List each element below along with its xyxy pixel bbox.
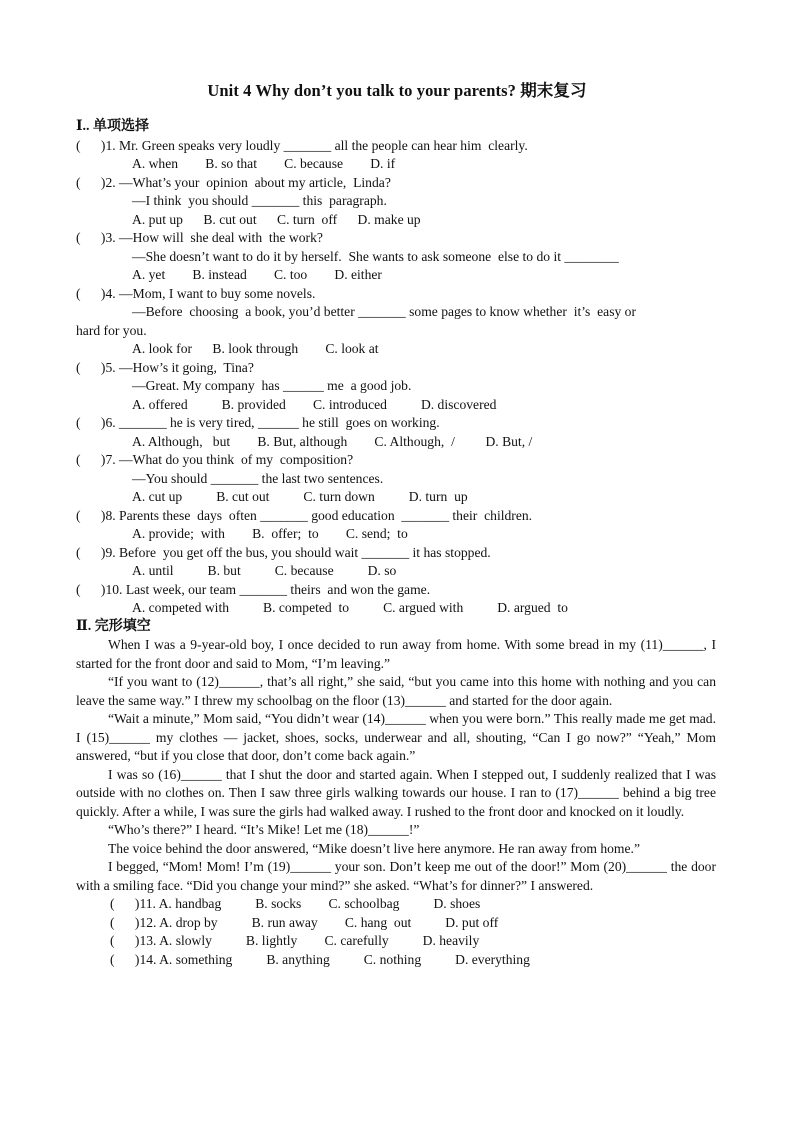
question-stem: ( )2. —What’s your opinion about my article, Linda? [76, 174, 391, 190]
multiple-choice-list [76, 137, 716, 618]
passage-paragraph: “Wait a minute,” Mom said, “You didn’t wear (14)______ when you were born.” This really made me get mad. I (15)______ my clothes — jacket, shoes, socks, underwear and all, shouting, “Can I go now?” “Yeah,” Mom answered, “but if you close that door, don’t come back again.” [76, 711, 716, 763]
question-stem: ( )6. _______ he is very tired, ______ he still goes on working. [76, 415, 440, 430]
passage-paragraph: When I was a 9-year-old boy, I once decided to run away from home. With some bread in my (11)______, I started for the front door and said to Mom, “I’m leaving.” [76, 637, 716, 671]
page-title: Unit 4 Why don’t you talk to your parents? 期末复习 [207, 81, 587, 100]
question-options: A. look for B. look through C. look at [132, 341, 379, 356]
cloze-option-row: ( )14. A. something B. anything C. nothing D. everything [110, 951, 530, 967]
cloze-option-row: ( )12. A. drop by B. run away C. hang out D. put off [110, 914, 499, 930]
question-options: A. offered B. provided C. introduced D. discovered [132, 396, 497, 412]
question-line: —She doesn’t want to do it by herself. She wants to ask someone else to do it ________ [132, 248, 619, 264]
document-body [76, 118, 716, 969]
question-item [76, 137, 716, 174]
question-stem: ( )10. Last week, our team _______ theirs and won the game. [76, 581, 431, 597]
question-item [76, 581, 716, 618]
question-item [76, 544, 716, 581]
question-options: A. cut up B. cut out C. turn down D. turn up [132, 489, 468, 504]
question-stem: ( )4. —Mom, I want to buy some novels. [76, 285, 316, 301]
section-heading-cloze: Ⅱ. 完形填空 [76, 618, 151, 634]
cloze-passage [76, 636, 716, 895]
question-stem: ( )7. —What do you think of my composition? [76, 452, 354, 467]
question-item [76, 414, 716, 451]
question-stem: ( )5. —How’s it going, Tina? [76, 359, 254, 375]
question-item [76, 507, 716, 544]
section-heading-multiple-choice: Ⅰ.. 单项选择 [76, 119, 150, 134]
passage-paragraph: “If you want to (12)______, that’s all right,” she said, “but you came into this home with nothing and you can leave the same way.” I threw my schoolbag on the floor (13)______ and started for the door again. [76, 674, 716, 708]
passage-paragraph: “Who’s there?” I heard. “It’s Mike! Let me (18)______!” [108, 822, 420, 837]
question-line: —Great. My company has ______ me a good job. [132, 378, 412, 393]
question-options: A. Although, but B. But, although C. Although, / D. But, / [132, 433, 533, 449]
passage-paragraph: I begged, “Mom! Mom! I’m (19)______ your son. Don’t keep me out of the door!” Mom (20)______ the door with a smiling face. “Did you change your mind?” she asked. “What’s for dinner?” I answered. [76, 859, 716, 893]
question-options: A. yet B. instead C. too D. either [132, 267, 382, 282]
question-item [76, 229, 716, 285]
question-item [76, 451, 716, 507]
question-line: —I think you should _______ this paragraph. [132, 193, 387, 208]
question-item [76, 285, 716, 359]
question-stem: ( )8. Parents these days often _______ good education _______ their children. [76, 507, 533, 523]
question-line: —You should _______ the last two sentences. [132, 470, 384, 486]
question-line: —Before choosing a book, you’d better _______ some pages to know whether it’s easy or [132, 304, 636, 319]
question-stem: ( )1. Mr. Green speaks very loudly _______ all the people can hear him clearly. [76, 137, 528, 153]
question-options: A. provide; with B. offer; to C. send; to [132, 526, 408, 541]
question-stem: ( )9. Before you get off the bus, you should wait _______ it has stopped. [76, 544, 491, 560]
cloze-option-row: ( )13. A. slowly B. lightly C. carefully D. heavily [110, 933, 480, 948]
question-options: A. put up B. cut out C. turn off D. make up [132, 211, 421, 227]
question-item [76, 174, 716, 230]
question-line: hard for you. [76, 322, 147, 338]
question-item [76, 359, 716, 415]
question-options: A. when B. so that C. because D. if [132, 156, 396, 171]
question-stem: ( )3. —How will she deal with the work? [76, 230, 323, 245]
passage-paragraph: I was so (16)______ that I shut the door and started again. When I stepped out, I suddenly realized that I was outside with no clothes on. Then I saw three girls walking towards our house. I ran to (17)______ behind a big tree quickly. After a while, I was sure the girls had walked away. I rushed to the front door and knocked on it loudly. [76, 766, 716, 819]
question-options: A. until B. but C. because D. so [132, 563, 397, 578]
passage-paragraph: The voice behind the door answered, “Mike doesn’t live here anymore. He ran away from home.” [108, 840, 640, 856]
cloze-option-row: ( )11. A. handbag B. socks C. schoolbag D. shoes [110, 896, 481, 911]
cloze-options-list [76, 895, 716, 969]
question-options: A. competed with B. competed to C. argued with D. argued to [132, 600, 568, 615]
